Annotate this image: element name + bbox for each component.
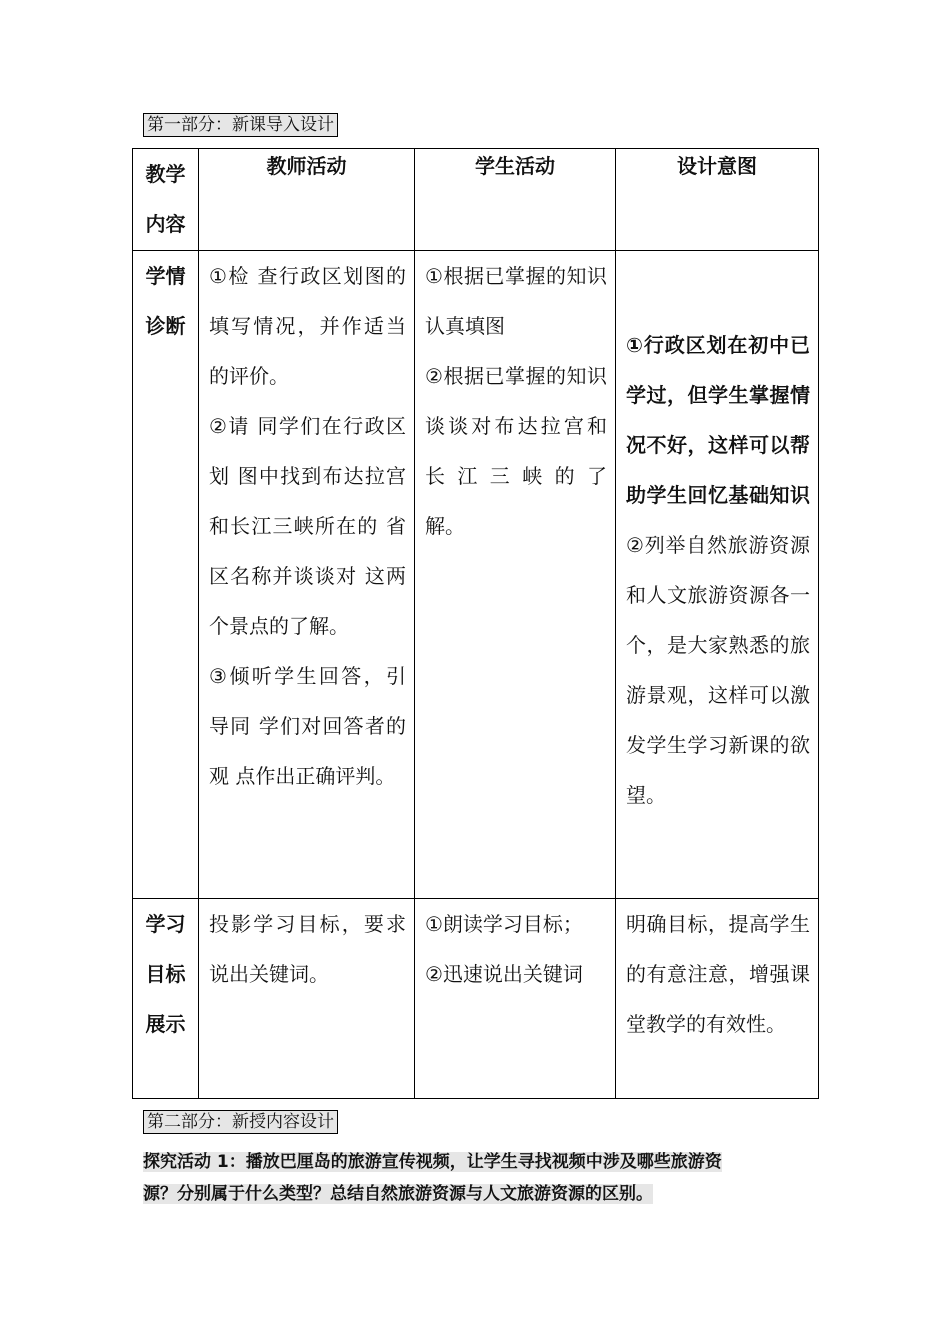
table-row [133,899,819,1099]
header-design-intent: 设计意图 [616,149,819,251]
teacher-activity-cell: 投影学习目标，要求说出关键词。 [199,899,415,1099]
student-activity-cell: ①根据已掌握的知识认真填图 ②根据已掌握的知识谈谈对布达拉宫和 长 江 三 峡 的 了解。 [415,251,616,899]
header-teacher-activity: 教师活动 [199,149,415,251]
design-intent-cell: ①行政区划在初中已学过，但学生掌握情况不好，这样可以帮助学生回忆基础知识②列举自然旅游资源和人文旅游资源各一个，是大家熟悉的旅游景观，这样可以激发学生学习新课的欲望。 [616,251,819,899]
teacher-activity-cell: ①检 查行政区划图的填写情况，并作适当的评价。 ②请 同学们在行政区划 图中找到布达拉宫 和长江三峡所在的 省区名称并谈谈对 这两个景点的了解。 ③倾听学生回答，引导同 学们对回答者的观 点作出正确评判。 [199,251,415,899]
lesson-design-table [132,148,819,1099]
student-activity-cell: ①朗读学习目标； ②迅速说出关键词 [415,899,616,1099]
activity-1-text: 探究活动 1：播放巴厘岛的旅游宣传视频，让学生寻找视频中涉及哪些旅游资 源？分别属于什么类型？总结自然旅游资源与人文旅游资源的区别。 [143,1152,722,1204]
header-teaching-content: 教学 内容 [133,149,199,251]
row-name-diagnosis: 学情 诊断 [133,251,199,899]
table-header-row [133,149,819,251]
row-name-goals: 学习 目标 展示 [133,899,199,1099]
section-1-label: 第一部分：新课导入设计 [143,113,338,137]
section-2-label: 第二部分：新授内容设计 [143,1110,338,1134]
table-row [133,251,819,899]
header-student-activity: 学生活动 [415,149,616,251]
design-intent-cell: 明确目标，提高学生的有意注意，增强课堂教学的有效性。 [616,899,819,1099]
